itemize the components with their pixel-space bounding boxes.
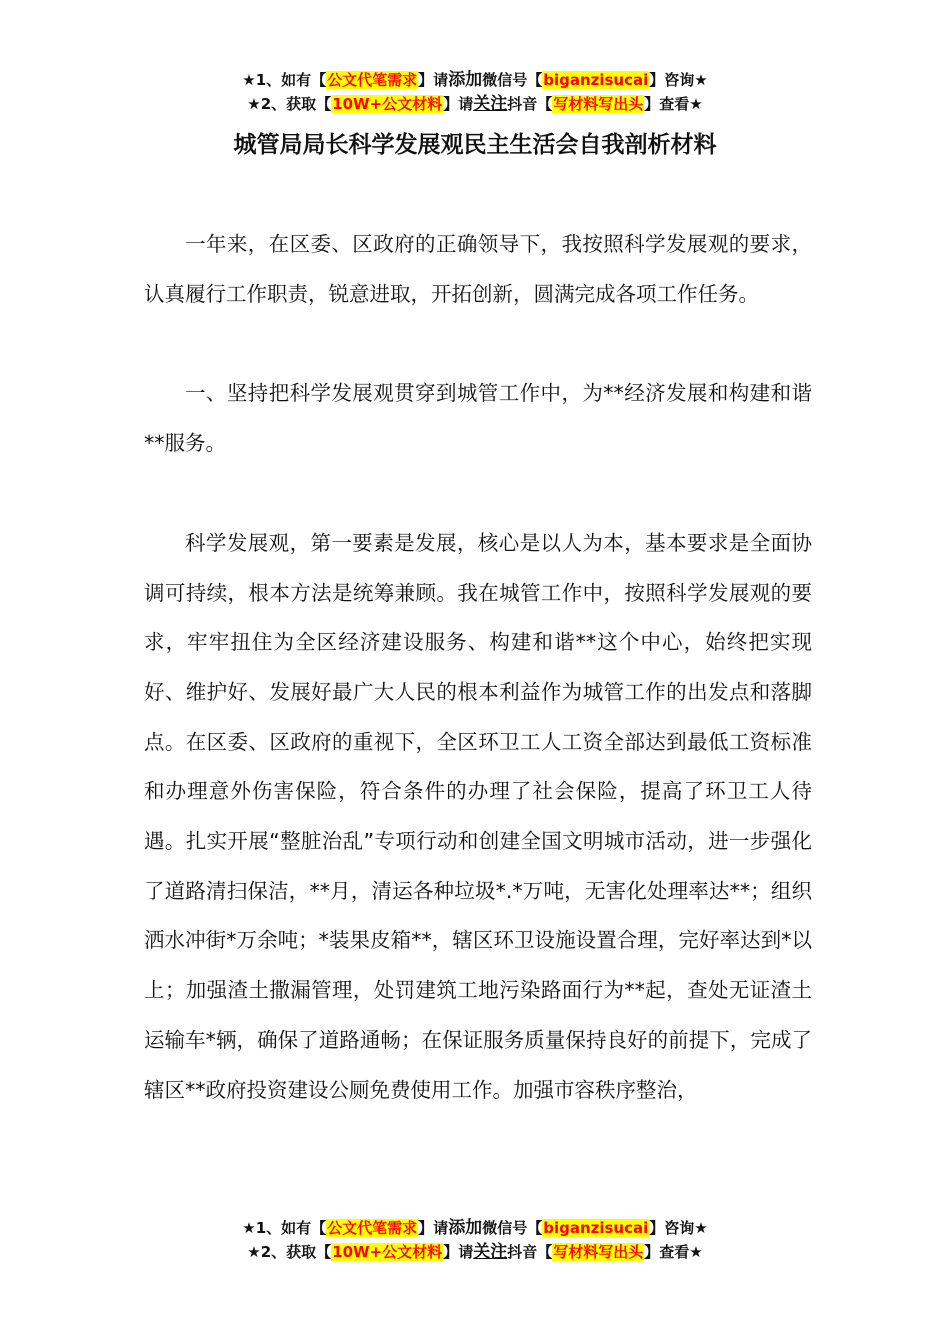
promo-highlight: 公文代笔需求 (327, 1219, 418, 1237)
promo-text: 】咨询★ (649, 71, 708, 89)
promo-line-1 (0, 68, 950, 92)
promo-banner-top (0, 68, 950, 116)
promo-wechat-id: biganzisucai (543, 71, 649, 89)
promo-douyin-name: 写材料写出头 (553, 95, 644, 113)
promo-text: ★1、如有【 (242, 71, 327, 89)
promo-text: 抖音【 (507, 95, 553, 113)
document-body (144, 220, 812, 1115)
promo-banner-bottom (0, 1216, 950, 1264)
promo-emphasis: 关注 (473, 1242, 508, 1262)
promo-text: 】请 (443, 1243, 474, 1261)
promo-text: 】请 (418, 71, 449, 89)
promo-emphasis: 添加 (448, 70, 483, 90)
promo-text: 】查看★ (644, 1243, 703, 1261)
promo-text: 微信号【 (482, 71, 543, 89)
promo-highlight: 10W+公文材料 (332, 1243, 443, 1261)
promo-text: 抖音【 (507, 1243, 553, 1261)
paragraph-intro: 一年来，在区委、区政府的正确领导下，我按照科学发展观的要求，认真履行工作职责，锐意进取，开拓创新，圆满完成各项工作任务。 (144, 232, 812, 306)
promo-highlight: 公文代笔需求 (327, 71, 418, 89)
promo-text: ★2、获取【 (247, 1243, 332, 1261)
promo-emphasis: 关注 (473, 94, 508, 114)
promo-text: 】咨询★ (649, 1219, 708, 1237)
promo-wechat-id: biganzisucai (543, 1219, 649, 1237)
promo-highlight: 10W+公文材料 (332, 95, 443, 113)
promo-line-2 (0, 92, 950, 116)
promo-text: 】请 (418, 1219, 449, 1237)
paragraph-section-heading: 一、坚持把科学发展观贯穿到城管工作中，为**经济发展和构建和谐**服务。 (144, 381, 812, 456)
promo-emphasis: 添加 (448, 1218, 483, 1238)
promo-douyin-name: 写材料写出头 (553, 1243, 644, 1261)
promo-line-2 (0, 1240, 950, 1264)
promo-text: ★2、获取【 (247, 95, 332, 113)
promo-text: ★1、如有【 (242, 1219, 327, 1237)
promo-line-1 (0, 1216, 950, 1240)
promo-text: 微信号【 (482, 1219, 543, 1237)
document-title: 城管局局长科学发展观民主生活会自我剖析材料 (233, 132, 717, 158)
paragraph-body: 科学发展观，第一要素是发展，核心是以人为本，基本要求是全面协调可持续，根本方法是统筹兼顾。我在城管工作中，按照科学发展观的要求，牢牢扭住为全区经济建设服务、构建和谐**这个中心，始终把实现好、维护好、发展好最广大人民的根本利益作为城管工作的出发点和落脚点。在区委、区政府的重视下，全区环卫工人工资全部达到最低工资标准和办理意外伤害保险，符合条件的办理了社会保险，提高了环卫工人待遇。扎实开展“整脏治乱”专项行动和创建全国文明城市活动，进一步强化了道路清扫保洁，**月，清运各种垃圾*.*万吨，无害化处理率达**；组织洒水冲街*万余吨；*装果皮箱**，辖区环卫设施设置合理，完好率达到*以上；加强渣土撒漏管理，处罚建筑工地污染路面行为**起，查处无证渣土运输车*辆，确保了道路通畅；在保证服务质量保持良好的前提下，完成了辖区**政府投资建设公厕免费使用工作。加强市容秩序整治， (144, 530, 812, 1102)
promo-text: 】请 (443, 95, 474, 113)
promo-text: 】查看★ (644, 95, 703, 113)
